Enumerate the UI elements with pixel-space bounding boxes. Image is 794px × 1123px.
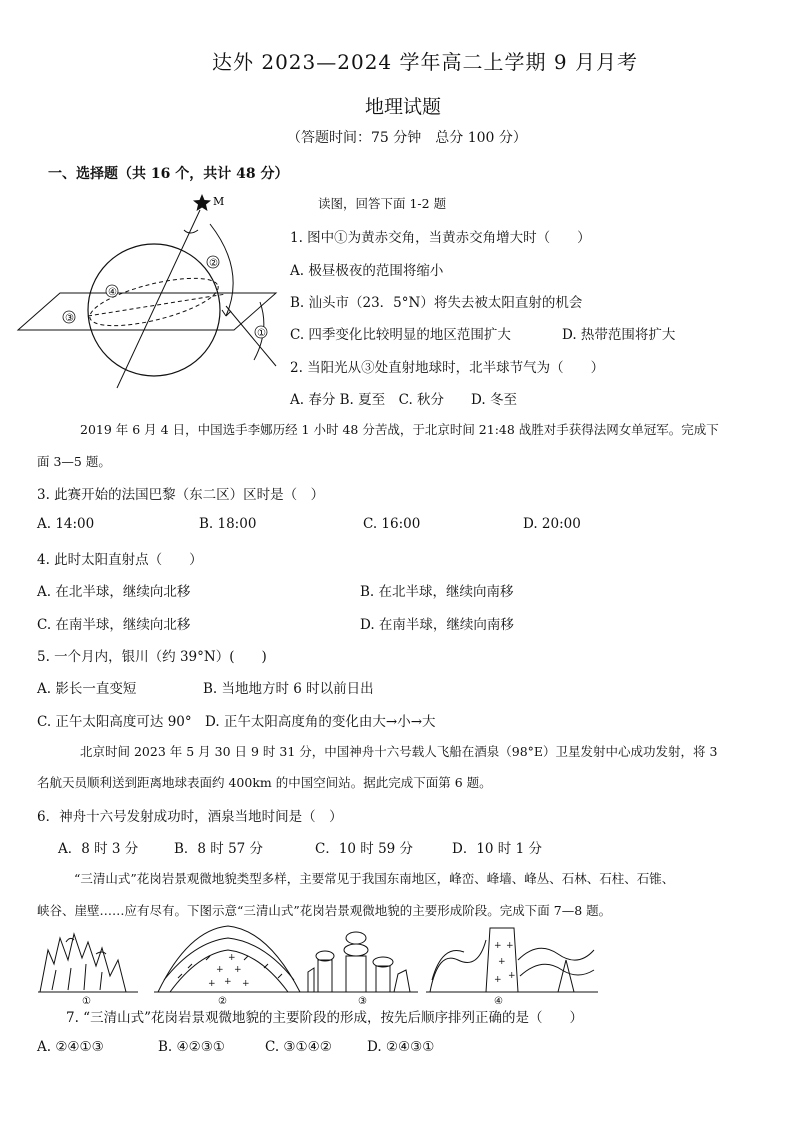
q1-option-d: D. 热带范围将扩大: [562, 327, 676, 343]
fig2-label-2: ②: [218, 996, 227, 1004]
exam-subject: 地理试题: [365, 96, 442, 118]
q7-option-c: C. ③①④②: [265, 1039, 332, 1055]
svg-text:+: +: [208, 979, 216, 989]
q1-option-a: A. 极昼极夜的范围将缩小: [290, 263, 444, 279]
star-label: M: [213, 195, 225, 208]
exam-time-info: （答题时间：75 分钟 总分 100 分）: [287, 130, 527, 146]
section-heading: 一、选择题（共 16 个，共计 48 分）: [48, 166, 289, 182]
q6-option-d: D．10 时 1 分: [452, 841, 542, 857]
q2-stem: 2. 当阳光从③处直射地球时，北半球节气为（ ）: [290, 360, 605, 376]
landform-panel-4: [426, 928, 598, 992]
passage2-line2: 面 3—5 题。: [37, 454, 111, 469]
q7-option-b: B. ④②③①: [158, 1039, 225, 1055]
passage4-line2: 峡谷、崖壁……应有尽有。下图示意“三清山式”花岗岩景观微地貌的主要形成阶段。完成下面 7—8 题。: [37, 903, 612, 918]
svg-text:+: +: [216, 965, 224, 975]
star-icon: [193, 194, 211, 211]
fig1-label-1: ①: [257, 328, 266, 339]
landform-panel-3: [304, 932, 418, 992]
svg-text:+: +: [234, 965, 242, 975]
svg-text:+: +: [498, 957, 506, 967]
q3-option-a: A. 14:00: [37, 516, 95, 532]
q4-option-c: C. 在南半球，继续向北移: [37, 617, 191, 633]
svg-text:+: +: [228, 953, 236, 963]
passage3-line1: 北京时间 2023 年 5 月 30 日 9 时 31 分，中国神舟十六号载人飞船在酒泉（98°E）卫星发射中心成功发射，将 3: [80, 744, 718, 759]
q1-option-b: B. 汕头市（23．5°N）将失去被太阳直射的机会: [290, 295, 583, 311]
exam-title: 达外 2023—2024 学年高二上学期 9 月月考: [212, 50, 638, 74]
fig1-label-4: ④: [108, 287, 117, 298]
q7-option-a: A. ②④①③: [37, 1039, 104, 1055]
q4-stem: 4. 此时太阳直射点（ ）: [37, 552, 203, 568]
q3-option-c: C. 16:00: [363, 516, 421, 532]
q3-option-d: D. 20:00: [523, 516, 581, 532]
q7-stem: 7. “三清山式”花岗岩景观微地貌的主要阶段的形成，按先后顺序排列正确的是（ ）: [66, 1010, 583, 1026]
svg-text:+: +: [494, 941, 502, 951]
earth-tilt-diagram: [14, 190, 284, 390]
q5-stem: 5. 一个月内，银川（约 39°N）( ): [37, 649, 267, 665]
fig2-label-1: ①: [82, 996, 91, 1004]
passage2-line1: 2019 年 6 月 4 日，中国选手李娜历经 1 小时 48 分苦战，于北京时间 21:48 战胜对手获得法网女单冠军。完成下: [80, 422, 719, 437]
q6-option-b: B．8 时 57 分: [174, 841, 264, 857]
svg-text:+: +: [508, 971, 516, 981]
landform-panel-1: [38, 934, 138, 992]
fig1-label-3: ③: [65, 313, 74, 324]
fig2-label-4: ④: [494, 996, 503, 1004]
q7-option-d: D. ②④③①: [367, 1039, 435, 1055]
q3-option-b: B. 18:00: [199, 516, 257, 532]
svg-text:+: +: [494, 975, 502, 985]
q4-option-a: A. 在北半球，继续向北移: [37, 584, 191, 600]
fig2-label-3: ③: [358, 996, 367, 1004]
passage3-line2: 名航天员顺利送到距离地球表面约 400km 的中国空间站。据此完成下面第 6 题。: [37, 775, 492, 790]
q5-option-b: B. 当地地方时 6 时以前日出: [203, 681, 374, 697]
passage4-line1: “三清山式”花岗岩景观微地貌类型多样，主要常见于我国东南地区，峰峦、峰墙、峰丛、石林、石柱、石锥、: [74, 871, 675, 886]
q1-stem: 1. 图中①为黄赤交角，当黄赤交角增大时（ ）: [290, 230, 591, 246]
svg-text:+: +: [506, 941, 514, 951]
svg-text:+: +: [224, 977, 232, 987]
fig1-label-2: ②: [209, 258, 218, 269]
q2-options: A. 春分 B. 夏至 C. 秋分 D. 冬至: [290, 392, 517, 408]
q6-stem: 6．神舟十六号发射成功时，酒泉当地时间是（ ）: [37, 809, 343, 825]
q1-option-c: C. 四季变化比较明显的地区范围扩大: [290, 327, 511, 343]
q12-intro: 读图，回答下面 1-2 题: [318, 196, 447, 211]
q3-stem: 3. 此赛开始的法国巴黎（东二区）区时是（ ）: [37, 487, 325, 503]
svg-text:+: +: [242, 979, 250, 989]
q4-option-d: D. 在南半球，继续向南移: [360, 617, 514, 633]
granite-landform-stages-diagram: [38, 920, 598, 1004]
q5-option-a: A. 影长一直变短: [37, 681, 137, 697]
q6-option-a: A．8 时 3 分: [58, 841, 139, 857]
q5-option-d: D. 正午太阳高度角的变化由大→小→大: [205, 714, 436, 730]
q5-option-c: C. 正午太阳高度可达 90°: [37, 714, 192, 730]
q4-option-b: B. 在北半球，继续向南移: [360, 584, 514, 600]
q6-option-c: C．10 时 59 分: [315, 841, 414, 857]
